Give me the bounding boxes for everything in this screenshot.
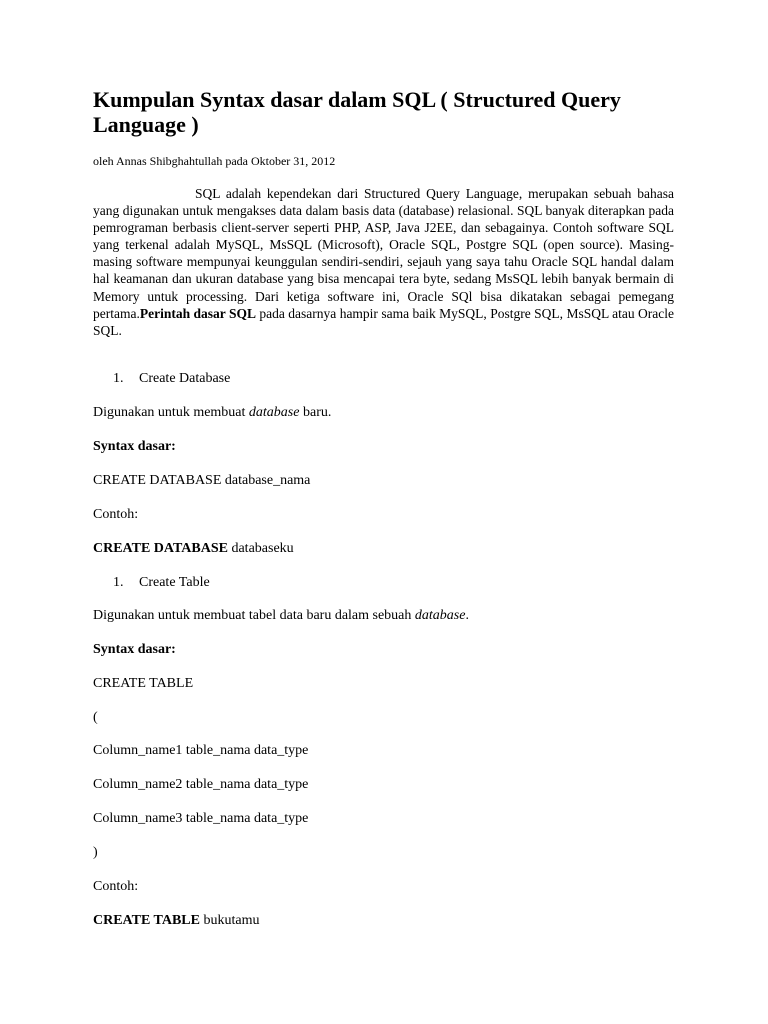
section2-example-bold: CREATE TABLE [93, 913, 200, 928]
intro-text: SQL adalah kependekan dari Structured Query Language, merupakan sebuah bahasa yang digunakan untuk mengakses data dalam basis data (database) relasional. SQL banyak diterapkan pada pemrograman berbasis client-server seperti PHP, ASP, Java J2EE, dan sebagainya. Contoh software SQL yang terkenal adalah MySQL, MsSQL (Microsoft), Oracle SQL, Postgre SQL (open source). Masing-masing software mempunyai keunggulan sendiri-sendiri, sejauh yang saya tahu Oracle SQL handal dalam hal keamanan dan ukuran database yang bisa mencapai tera byte, sedang MsSQL lebih banyak bermain di Memory untuk processing. Dari ketiga software ini, Oracle SQl bisa dikatakan sebagai pemegang pertama. [93, 186, 674, 321]
syntax-line: Column_name3 table_nama data_type [93, 811, 309, 826]
section2-syntax-label [93, 641, 176, 659]
intro-bold-text: Perintah dasar SQL [139, 305, 256, 321]
section1-example-rest: databaseku [227, 541, 294, 556]
syntax-line: CREATE TABLE [93, 676, 194, 691]
section1-syntax: CREATE DATABASE database_nama [93, 473, 311, 488]
section2-example [93, 912, 259, 930]
section1-description [93, 404, 331, 422]
section1-desc-end: baru. [299, 405, 332, 420]
section1-desc-italic: database [248, 405, 300, 420]
section2-heading [113, 574, 210, 592]
document-title: Kumpulan Syntax dasar dalam SQL ( Structured Query Language ) [93, 87, 621, 137]
section2-desc-text: Digunakan untuk membuat tabel data baru dalam sebuah [93, 608, 415, 623]
byline: oleh Annas Shibghahtullah pada Oktober 31, 2012 [93, 154, 336, 168]
section1-number: 1. [113, 371, 124, 386]
section1-example-bold: CREATE DATABASE [93, 541, 228, 556]
section2-description [93, 607, 469, 625]
section2-desc-end: . [465, 608, 469, 623]
syntax-line: Column_name2 table_nama data_type [93, 777, 309, 792]
section2-example-label: Contoh: [93, 879, 139, 894]
section1-desc-text: Digunakan untuk membuat [93, 405, 249, 420]
intro-text-end: pada dasarnya hampir sama baik MySQL, Postgre SQL, MsSQL atau Oracle SQL. [93, 305, 675, 338]
section1-heading-text: Create Database [139, 371, 231, 386]
section2-example-rest: bukutamu [199, 913, 260, 928]
section2-syntax-label-text: Syntax dasar: [93, 642, 176, 657]
section2-number: 1. [113, 575, 124, 590]
section2-heading-text: Create Table [139, 575, 210, 590]
section1-example-label: Contoh: [93, 507, 139, 522]
section1-syntax-label [93, 438, 176, 456]
syntax-line: Column_name1 table_nama data_type [93, 743, 309, 758]
section2-desc-italic: database [414, 608, 466, 623]
section1-example [93, 540, 294, 558]
syntax-line: ) [93, 845, 98, 860]
syntax-line: ( [93, 710, 98, 725]
section1-syntax-label-text: Syntax dasar: [93, 439, 176, 454]
section1-heading [113, 370, 230, 388]
intro-paragraph [93, 185, 674, 339]
